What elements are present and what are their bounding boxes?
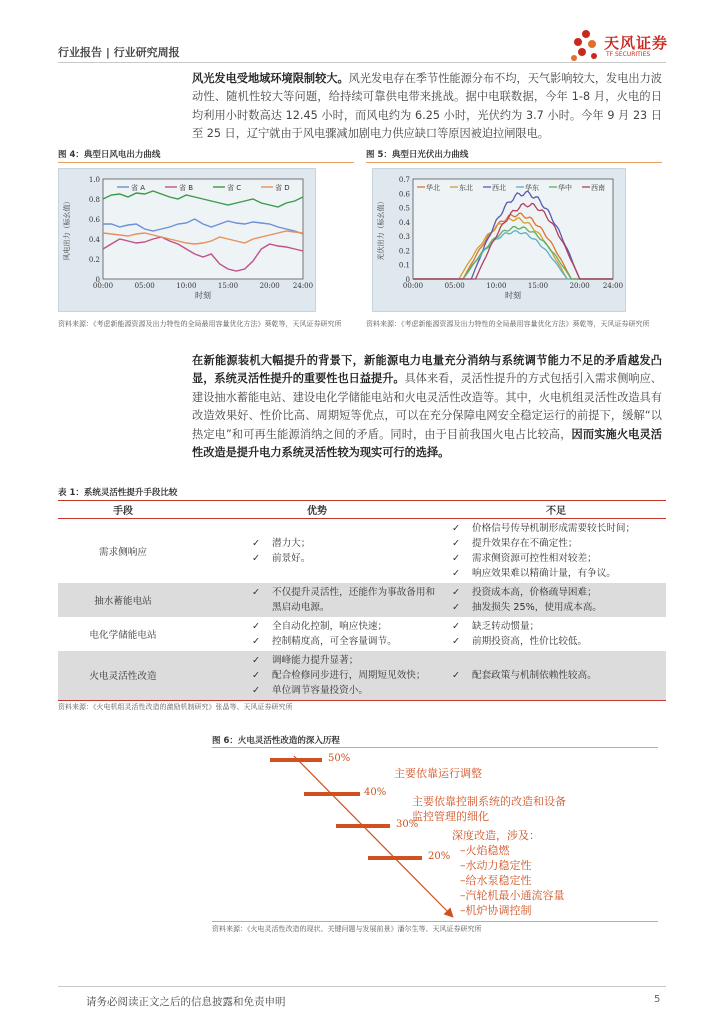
- table-cell-advantage: [188, 519, 446, 583]
- table-row: [58, 651, 666, 701]
- fig4-chart: [58, 168, 316, 312]
- check-icon: ✓: [452, 586, 461, 598]
- logo-mark-icon: [568, 28, 602, 64]
- check-icon: ✓: [252, 654, 261, 666]
- table1-container: [58, 500, 666, 701]
- stage3-item: –机炉协调控制: [460, 904, 532, 917]
- stage1-text: 主要依靠运行调整: [394, 767, 482, 780]
- fig6-diagram: [212, 750, 658, 920]
- fig6-caption: 图 6：火电灵活性改造的深入历程: [212, 736, 340, 746]
- table-cell-method: 火电灵活性改造: [58, 651, 188, 701]
- plot-area: [413, 179, 613, 279]
- y-tick-label: 0.8: [88, 196, 100, 204]
- fig4-source: 资料来源：《考虑新能源资源及出力特性的全局最用容量优化方法》葵乾等，天风证券研究所: [58, 320, 342, 328]
- fig6-bottom-line: [212, 921, 658, 922]
- table-row: [58, 583, 666, 617]
- fig4-caption-line: [58, 162, 354, 163]
- stage3-item: –汽轮机最小通流容量: [460, 889, 565, 902]
- table-header-row: [58, 501, 666, 519]
- x-tick-label: 00:00: [92, 282, 114, 290]
- paragraph-lead-1: 在新能源装机大幅提升的背景下，新能源电力电量充分消纳与系统调节能力不足的矛盾越发凸显，系统灵活性提升的重要性也日益提升。: [192, 354, 662, 386]
- table-header-advantage: 优势: [188, 501, 446, 519]
- check-icon: ✓: [452, 567, 461, 579]
- fig6-source: 资料来源：《火电灵活性改造的现状、关键问题与发展前景》潘尔生等、天风证券研究所: [212, 925, 482, 933]
- legend-label: 西北: [492, 184, 506, 192]
- x-tick-label: 24:00: [602, 282, 624, 290]
- legend-label: 华北: [426, 184, 440, 192]
- paragraph-lead: 风光发电受地域环境限制较大。: [192, 72, 349, 85]
- x-tick-label: 10:00: [486, 282, 507, 290]
- disadvantage-item: 缺乏转动惯量；: [472, 620, 540, 632]
- paragraph-wind-solar: [192, 70, 662, 144]
- legend-label: 省 A: [131, 184, 146, 192]
- check-icon: ✓: [252, 620, 261, 632]
- check-icon: ✓: [452, 620, 461, 632]
- level-label-40: 40%: [364, 787, 387, 798]
- legend-label: 西南: [591, 184, 605, 192]
- stage3-item: –给水泵稳定性: [460, 874, 532, 887]
- advantage-item: 潜力大；: [272, 537, 311, 549]
- fig5-caption: 图 5：典型日光伏出力曲线: [366, 150, 469, 160]
- x-tick-label: 00:00: [402, 282, 424, 290]
- check-icon: ✓: [252, 669, 261, 681]
- check-icon: ✓: [252, 684, 261, 696]
- paragraph-conclusion: 因而实施火电灵活性改造是提升电力系统灵活性较为现实可行的选择。: [192, 427, 662, 460]
- table1-source: 资料来源：《火电机组灵活性改造的激励机制研究》张晶等、天风证券研究所: [58, 703, 293, 711]
- table-cell-disadvantage: [446, 651, 666, 701]
- advantage-item: 配合检修同步进行，周期短见效快；: [272, 669, 426, 681]
- x-axis-label: 时刻: [195, 291, 211, 300]
- check-icon: ✓: [452, 635, 461, 647]
- y-tick-label: 0.7: [398, 176, 410, 184]
- y-tick-label: 1.0: [88, 176, 100, 184]
- table-cell-disadvantage: [446, 617, 666, 651]
- paragraph-body: 风光发电存在季节性能源分布不均，天气影响较大，发电出力波动性、随机性较大等问题，给持续可靠供电带来挑战。据中电联数据，今年 1-8 月，火电的日均利用小时数高达 12.45 小时，而风电约为 6.25 小时，光伏约为 3.7 小时。今年 9 月 23 日至 25 日，辽宁就由于风电骤减加剧电力供应缺口等原因被迫拉闸限电。: [192, 72, 662, 141]
- stage2-text-line2: 监控管理的细化: [412, 810, 489, 823]
- x-tick-label: 15:00: [527, 282, 549, 290]
- x-tick-label: 20:00: [259, 282, 280, 290]
- check-icon: ✓: [252, 552, 261, 564]
- disadvantage-item: 前期投资高，性价比较低。: [472, 635, 588, 647]
- footer-divider: [58, 986, 666, 987]
- y-tick-label: 0.4: [398, 218, 410, 227]
- legend-label: 华中: [558, 184, 572, 192]
- y-tick-label: 0: [95, 276, 100, 284]
- check-icon: ✓: [452, 552, 461, 564]
- y-tick-label: 0.2: [398, 247, 410, 256]
- legend-label: 省 C: [227, 184, 242, 192]
- disadvantage-item: 投资成本高，价格疏导困难；: [472, 586, 597, 598]
- advantage-item: 全自动化控制，响应快速；: [272, 620, 388, 632]
- y-tick-label: 0.3: [398, 233, 410, 242]
- level-label-50: 50%: [328, 753, 351, 764]
- stage3-item: –火焰稳燃: [460, 844, 510, 857]
- x-tick-label: 20:00: [569, 282, 590, 290]
- company-logo: [568, 28, 678, 64]
- stage3-item: –水动力稳定性: [460, 859, 532, 872]
- y-tick-label: 0.2: [88, 256, 100, 264]
- check-icon: ✓: [452, 669, 461, 681]
- x-tick-label: 15:00: [217, 282, 239, 290]
- x-tick-label: 24:00: [292, 282, 314, 290]
- x-tick-label: 05:00: [444, 282, 465, 290]
- fig5-source: 资料来源：《考虑新能源资源及出力特性的全局最用容量优化方法》葵乾等，天风证券研究所: [366, 320, 650, 328]
- legend-label: 省 D: [275, 184, 290, 192]
- paragraph-flexibility: [192, 352, 662, 462]
- disadvantage-item: 配套政策与机制依赖性较高。: [472, 669, 597, 681]
- page-number: 5: [654, 994, 661, 1005]
- stage3-title: 深度改造，涉及：: [452, 829, 540, 842]
- wind-output-chart: [59, 169, 315, 311]
- check-icon: ✓: [252, 635, 261, 647]
- table-row: [58, 519, 666, 583]
- y-tick-label: 0.1: [398, 261, 410, 270]
- y-tick-label: 0.6: [88, 216, 100, 224]
- table-cell-disadvantage: [446, 583, 666, 617]
- table-cell-method: 电化学储能电站: [89, 629, 157, 641]
- table-cell-method: 抽水蓄能电站: [58, 583, 188, 617]
- check-icon: ✓: [252, 537, 261, 549]
- level-label-20: 20%: [428, 851, 451, 862]
- legend-label: 东北: [459, 184, 473, 192]
- table-header-method: 手段: [58, 501, 188, 519]
- disadvantage-item: 响应效果难以精确计量，有争议。: [472, 567, 616, 579]
- level-label-30: 30%: [396, 819, 419, 830]
- fig4-caption: 图 4：典型日风电出力曲线: [58, 150, 161, 160]
- y-tick-label: 0.6: [398, 190, 410, 199]
- check-icon: ✓: [452, 601, 461, 613]
- check-icon: ✓: [452, 537, 461, 549]
- advantage-item: 不仅提升灵活性，还能作为事故备用和黑启动电源。: [272, 586, 436, 613]
- check-icon: ✓: [252, 586, 261, 598]
- advantage-item: 单位调节容量投资小。: [272, 684, 368, 696]
- legend-label: 省 B: [179, 184, 194, 192]
- table1-caption: 表 1：系统灵活性提升手段比较: [58, 488, 178, 498]
- advantage-item: 前景好。: [272, 552, 311, 564]
- y-tick-label: 0.4: [88, 236, 100, 244]
- disclaimer-note: 请务必阅读正文之后的信息披露和免责申明: [86, 996, 286, 1008]
- table-cell-advantage: [188, 651, 446, 701]
- y-axis-label: 风电出力（标幺值）: [63, 197, 71, 261]
- legend-label: 华东: [525, 184, 539, 192]
- comparison-table: [58, 500, 666, 701]
- table-header-disadvantage: 不足: [446, 501, 666, 519]
- disadvantage-item: 提升效果存在不确定性；: [472, 537, 578, 549]
- table-cell-advantage: [188, 583, 446, 617]
- table-cell-disadvantage: [446, 519, 666, 583]
- paragraph-body-2: 具体来看，灵活性提升的方式包括引入需求侧响应、建设抽水蓄能电站、建设电化学储能电站和火电灵活性改造等。其中，火电机组灵活性改造具有改造效果好、性价比高、周期短等优点，可以在充分保障电网安全稳定运行的前提下，缓解“以热定电”和可再生能源消纳之间的矛盾。同时，由于目前我国火电占比较高，: [192, 372, 662, 441]
- disadvantage-item: 需求侧资源可控性相对较差；: [472, 552, 597, 564]
- fig6-caption-line: [212, 747, 658, 748]
- disadvantage-item: 价格信号传导机制形成需要较长时间；: [472, 522, 636, 534]
- fig5-chart: [372, 168, 626, 312]
- x-tick-label: 05:00: [134, 282, 155, 290]
- check-icon: ✓: [452, 522, 461, 534]
- disadvantage-item: 抽发损失 25%，使用成本高。: [472, 601, 602, 613]
- y-tick-label: 0.5: [398, 204, 410, 213]
- table-cell-method: 需求侧响应: [99, 546, 147, 558]
- table-cell-advantage: [188, 617, 446, 651]
- x-axis-label: 时刻: [505, 291, 521, 300]
- advantage-item: 控制精度高，可全容量调节。: [272, 635, 397, 647]
- y-tick-label: 0: [405, 276, 410, 284]
- stage2-text-line1: 主要依靠控制系统的改造和设备: [412, 795, 566, 808]
- y-axis-label: 光伏出力（标幺值）: [377, 197, 385, 261]
- table-row: [58, 617, 666, 651]
- advantage-item: 调峰能力提升显著；: [272, 654, 359, 666]
- fig5-caption-line: [366, 162, 662, 163]
- x-tick-label: 10:00: [176, 282, 197, 290]
- report-type: 行业报告 | 行业研究周报: [58, 46, 180, 59]
- logo-english: TF SECURITIES: [606, 51, 651, 58]
- logo-name: 天风证券: [604, 34, 669, 52]
- solar-output-chart: [373, 169, 625, 311]
